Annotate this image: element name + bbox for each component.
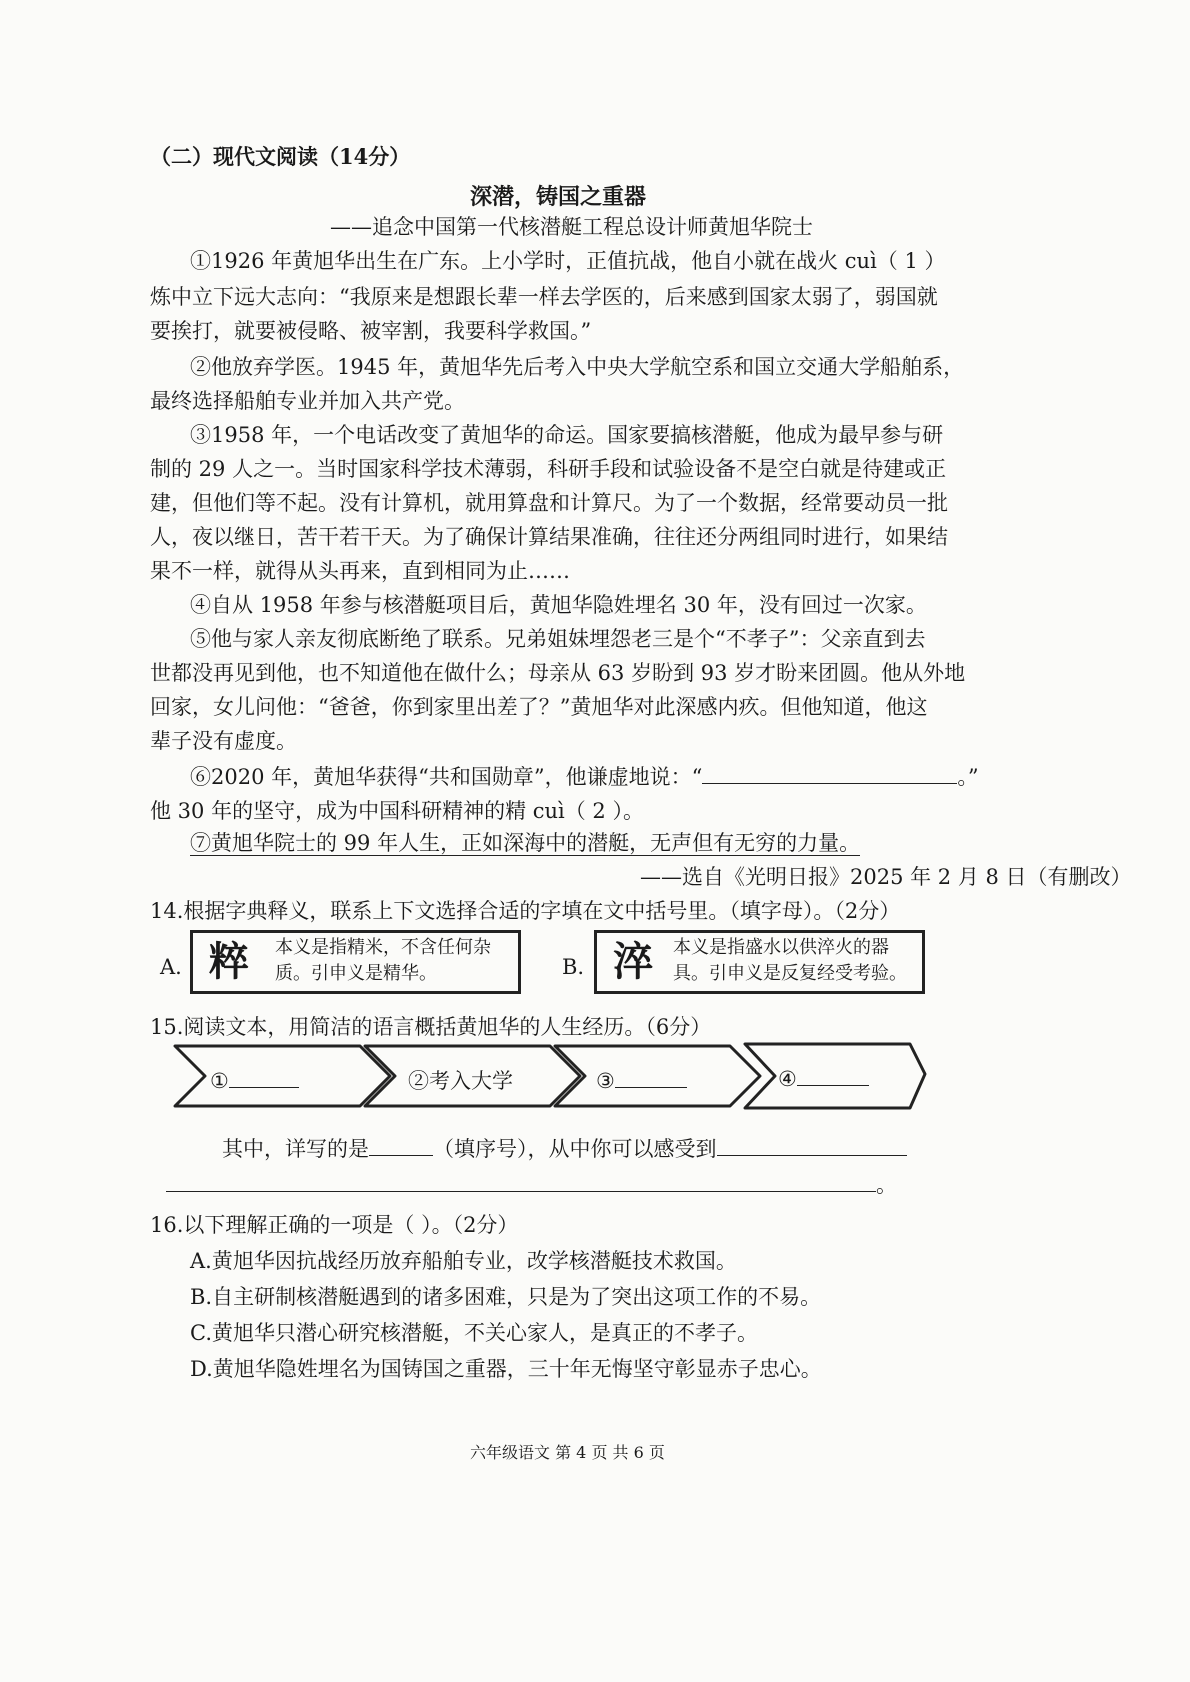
q14-option-a-box[interactable] xyxy=(190,930,521,994)
q14-stem: 14.根据字典释义，联系上下文选择合适的字填在文中括号里。（填字母）。（2分） xyxy=(150,899,901,923)
q14-option-a-def-1: 本义是指精米，不含任何杂 xyxy=(275,937,491,958)
paragraph-1-line-3: 要挨打，就要被侵略、被宰割，我要科学救国。” xyxy=(150,319,592,343)
paragraph-3-line-3: 建，但他们等不起。没有计算机，就用算盘和计算尺。为了一个数据，经常要动员一批 xyxy=(150,491,948,515)
paragraph-7-text: ⑦黄旭华院士的 99 年人生，正如深海中的潜艇，无声但有无穷的力量。 xyxy=(190,831,861,855)
q15-line-1-text-a: 其中，详写的是 xyxy=(222,1137,369,1161)
paragraph-3-line-1: ③1958 年，一个电话改变了黄旭华的命运。国家要搞核潜艇，他成为最早参与研 xyxy=(190,423,944,447)
q15-step-3-blank[interactable] xyxy=(615,1067,687,1088)
paragraph-5-line-3: 回家，女儿问他：“爸爸，你到家里出差了？”黄旭华对此深感内疚。但他知道，他这 xyxy=(150,695,928,719)
q15-step-2: ②考入大学 xyxy=(408,1069,513,1093)
q14-option-a-char: 粹 xyxy=(209,938,249,985)
article-subtitle: ——追念中国第一代核潜艇工程总设计师黄旭华院士 xyxy=(330,215,813,239)
q15-feeling-blank[interactable] xyxy=(717,1135,907,1156)
q15-step-1[interactable] xyxy=(210,1066,299,1096)
paragraph-6-line-2: 他 30 年的坚守，成为中国科研精神的精 cuì（ 2 ）。 xyxy=(150,799,644,823)
q16-stem: 16.以下理解正确的一项是（ ）。（2分） xyxy=(150,1213,519,1237)
article-source: ——选自《光明日报》2025 年 2 月 8 日（有删改） xyxy=(640,865,1132,889)
page-footer: 六年级语文 第 4 页 共 6 页 xyxy=(470,1443,665,1462)
paragraph-3-line-4: 人，夜以继日，苦干若干天。为了确保计算结果准确，往往还分两组同时进行，如果结 xyxy=(150,525,948,549)
q14-option-a-letter: A. xyxy=(160,955,182,979)
q16-option-a[interactable]: A.黄旭华因抗战经历放弃船舶专业，改学核潜艇技术救国。 xyxy=(190,1249,737,1273)
paragraph-2-line-2: 最终选择船舶专业并加入共产党。 xyxy=(150,389,465,413)
q14-option-b-box[interactable] xyxy=(594,930,925,994)
q14-option-b-char: 淬 xyxy=(613,938,653,985)
paragraph-3-line-2: 制的 29 人之一。当时国家科学技术薄弱，科研手段和试验设备不是空白就是待建或正 xyxy=(150,457,947,481)
paragraph-7 xyxy=(190,828,860,858)
q15-stem: 15.阅读文本，用简洁的语言概括黄旭华的人生经历。（6分） xyxy=(150,1015,712,1039)
q15-line-1-text-b: （填序号），从中你可以感受到 xyxy=(433,1137,717,1161)
q15-step-1-blank[interactable] xyxy=(229,1067,299,1088)
q16-option-b[interactable]: B.自主研制核潜艇遇到的诸多困难，只是为了突出这项工作的不易。 xyxy=(190,1285,822,1309)
q15-paragraph-number-blank[interactable] xyxy=(369,1135,433,1156)
q15-line-1 xyxy=(222,1134,907,1164)
article-title: 深潜，铸国之重器 xyxy=(470,184,647,210)
paragraph-3-line-5: 果不一样，就得从头再来，直到相同为止…… xyxy=(150,559,570,583)
paragraph-5-line-4: 辈子没有虚度。 xyxy=(150,729,297,753)
paragraph-6-line-1 xyxy=(190,762,979,792)
paragraph-1-line-2: 炼中立下远大志向：“我原来是想跟长辈一样去学医的，后来感到国家太弱了，弱国就 xyxy=(150,285,938,309)
paragraph-5-line-1: ⑤他与家人亲友彻底断绝了联系。兄弟姐妹埋怨老三是个“不孝子”：父亲直到去 xyxy=(190,627,926,651)
q16-option-d[interactable]: D.黄旭华隐姓埋名为国铸国之重器，三十年无悔坚守彰显赤子忠心。 xyxy=(190,1357,822,1381)
q15-step-3-label: ③ xyxy=(596,1069,615,1093)
section-heading: （二）现代文阅读（14分） xyxy=(150,144,411,169)
q14-option-b-letter: B. xyxy=(562,955,585,979)
paragraph-1-line-1: ①1926 年黄旭华出生在广东。上小学时，正值抗战，他自小就在战火 cuì（ 1 ） xyxy=(190,249,946,273)
paragraph-6-quote-end: 。” xyxy=(957,765,979,789)
q15-step-4-label: ④ xyxy=(778,1067,797,1091)
q15-step-4[interactable] xyxy=(778,1064,869,1094)
paragraph-6-text: ⑥2020 年，黄旭华获得“共和国勋章”，他谦虚地说：“ xyxy=(190,765,703,789)
q15-line-2 xyxy=(166,1170,897,1200)
q15-step-4-blank[interactable] xyxy=(797,1065,869,1086)
q15-step-3[interactable] xyxy=(596,1066,687,1096)
quote-answer-blank[interactable] xyxy=(702,763,957,784)
paragraph-2-line-1: ②他放弃学医。1945 年，黄旭华先后考入中央大学航空系和国立交通大学船舶系， xyxy=(190,355,965,379)
q15-end-mark: 。 xyxy=(876,1173,897,1197)
q15-feeling-blank-2[interactable] xyxy=(166,1171,876,1192)
q14-option-b-def-1: 本义是指盛水以供淬火的器 xyxy=(673,937,889,958)
q14-option-b-def-2: 具。引申义是反复经受考验。 xyxy=(673,963,907,984)
paragraph-4: ④自从 1958 年参与核潜艇项目后，黄旭华隐姓埋名 30 年，没有回过一次家。 xyxy=(190,593,927,617)
paragraph-5-line-2: 世都没再见到他，也不知道他在做什么；母亲从 63 岁盼到 93 岁才盼来团圆。他从外地 xyxy=(150,661,966,685)
q16-option-c[interactable]: C.黄旭华只潜心研究核潜艇，不关心家人，是真正的不孝子。 xyxy=(190,1321,758,1345)
q15-step-1-label: ① xyxy=(210,1069,229,1093)
q14-option-a-def-2: 质。引申义是精华。 xyxy=(275,963,437,984)
